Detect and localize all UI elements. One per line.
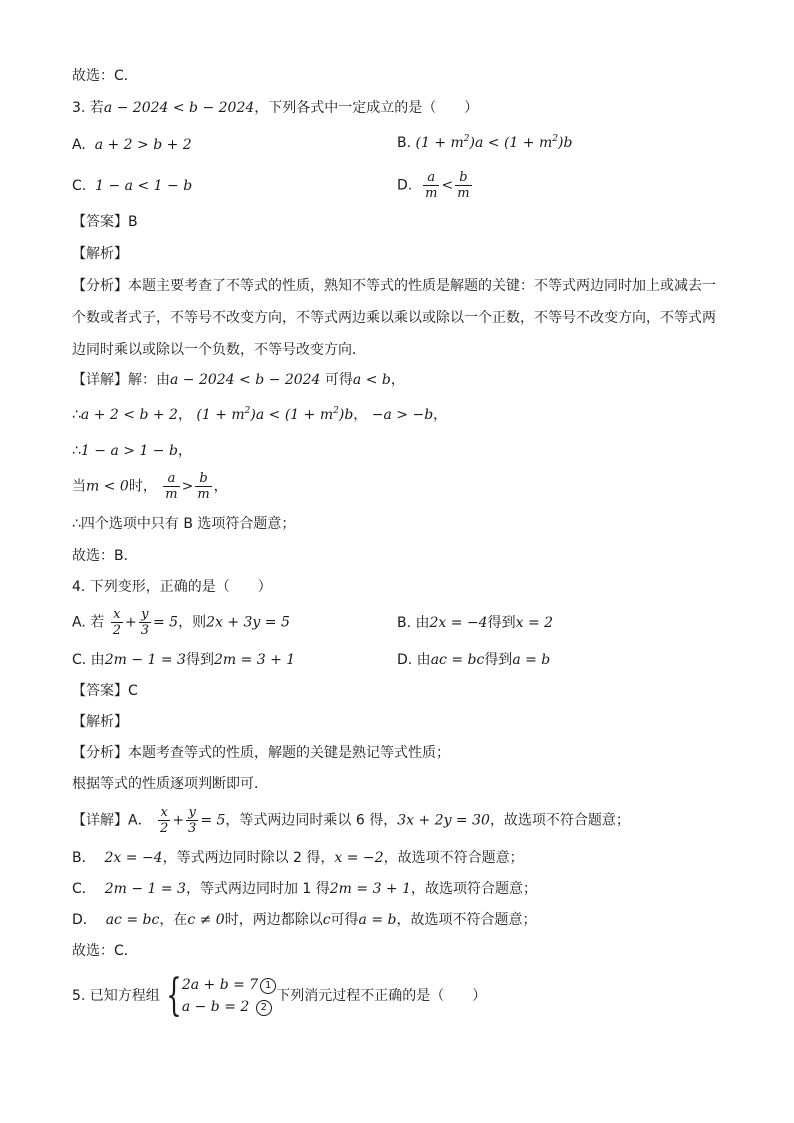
q4-detail-c: C． 2m − 1 = 3，等式两边同时加 1 得2m = 3 + 1，故选项符合题意； xyxy=(72,881,538,897)
q5-stem: 5. 已知方程组 { 2a + b = 7 1 a − b = 2 2 下列消元过程不正确的是（ ） xyxy=(72,970,487,1021)
q3-conclusion: 故选：B． xyxy=(72,548,138,564)
q4-analysis-heading: 【解析】 xyxy=(72,714,128,730)
q4-stem: 4. 下列变形，正确的是（ ） xyxy=(72,579,272,595)
q4-detail-a: 【详解】A． $\frac{x}{2}$ + $\frac{y}{3}$ = 5，等式两边同时乘以 6 得，3x + 2y = 30，故选项不符合题意； xyxy=(72,805,630,836)
q4-option-a: A. 若 $\frac{x}{2}$ + $\frac{y}{3}$ = 5，则2x + 3y = 5 xyxy=(72,607,290,638)
q3-option-a: A. a + 2 > b + 2 xyxy=(72,137,192,153)
q3-stem: 3. 若a − 2024 < b − 2024，下列各式中一定成立的是（ ） xyxy=(72,100,479,116)
q3-answer: 【答案】B xyxy=(72,214,138,230)
q3-detail-line2: ∴a + 2 < b + 2， $(1 + m^2)a < (1 + m^2)b$， −a > −b， xyxy=(72,406,448,423)
brace-left: { xyxy=(166,970,182,1021)
q3-fenxi-line2: 个数或者式子，不等号不改变方向，不等式两边乘以乘以或除以一个正数，不等号不改变方向，不等式两 xyxy=(72,310,716,326)
q4-conclusion: 故选：C． xyxy=(72,943,138,959)
q3-detail-line5: ∴四个选项中只有 B 选项符合题意； xyxy=(72,516,296,532)
q3-option-d: D. $\frac{a}{m}$ < $\frac{b}{m}$ xyxy=(397,170,470,201)
q4-detail-b: B． 2x = −4，等式两边同时除以 2 得，x = −2，故选项不符合题意； xyxy=(72,850,524,866)
equation-system: 2a + b = 7 1 a − b = 2 2 xyxy=(182,974,276,1018)
q4-option-d: D. 由ac = bc得到a = b xyxy=(397,652,551,668)
q4-option-b: B. 由2x = −4得到x = 2 xyxy=(397,615,554,631)
q3-option-c: C. 1 − a < 1 − b xyxy=(72,178,193,194)
q3-option-b: B. $(1 + m^2)a < (1 + m^2)b$ xyxy=(397,134,573,151)
q4-option-c: C. 由2m − 1 = 3得到2m = 3 + 1 xyxy=(72,652,296,668)
q4-fenxi-line2: 根据等式的性质逐项判断即可． xyxy=(72,776,268,792)
q3-analysis-heading: 【解析】 xyxy=(72,246,128,262)
q4-answer: 【答案】C xyxy=(72,683,138,699)
q3-detail-line4: 当m < 0时， $\frac{a}{m}$ > $\frac{b}{m}$ ， xyxy=(72,471,228,502)
q3-fenxi-line1: 【分析】本题主要考查了不等式的性质，熟知不等式的性质是解题的关键：不等式两边同时加上或减去一 xyxy=(72,278,716,294)
q2-conclusion: 故选：C． xyxy=(72,68,138,84)
q4-detail-d: D． ac = bc，在c ≠ 0时，两边都除以c可得a = b，故选项不符合题意； xyxy=(72,912,537,928)
q3-fenxi-line3: 边同时乘以或除以一个负数，不等号改变方向． xyxy=(72,342,366,358)
q4-fenxi-line1: 【分析】本题考查等式的性质，解题的关键是熟记等式性质； xyxy=(72,745,450,761)
q3-detail-line3: ∴1 − a > 1 − b， xyxy=(72,443,192,459)
q3-detail-line1: 【详解】解：由a − 2024 < b − 2024 可得a < b， xyxy=(72,372,405,388)
